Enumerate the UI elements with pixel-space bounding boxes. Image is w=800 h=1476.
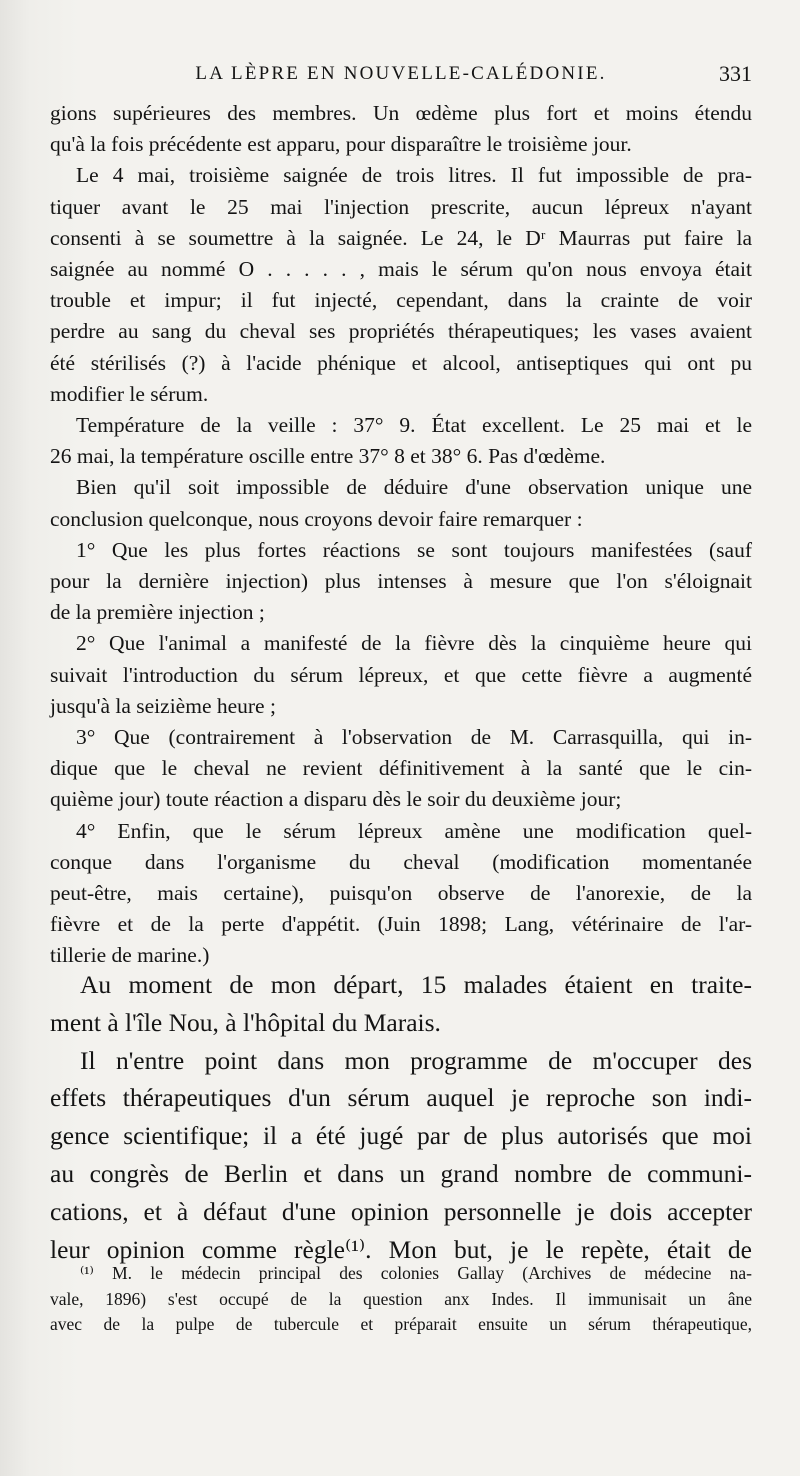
footnote <box>50 1261 752 1338</box>
text-line: fièvre et de la perte d'appétit. (Juin 1898; Lang, vétérinaire de l'ar- <box>50 912 752 937</box>
text-line: gence scientifique; il a été jugé par de plus autorisés que moi <box>50 1121 752 1151</box>
text-line: jusqu'à la seizième heure ; <box>50 693 276 718</box>
body-text-small <box>50 98 752 972</box>
page-number: 331 <box>719 61 752 86</box>
body-text-large <box>50 966 752 1268</box>
text-line: ment à l'île Nou, à l'hôpital du Marais. <box>50 1007 441 1037</box>
text-line: au congrès de Berlin et dans un grand nombre de communi- <box>50 1158 752 1188</box>
text-line: 2° Que l'animal a manifesté de la fièvre dès la cinquième heure qui <box>76 631 752 656</box>
text-line: conclusion quelconque, nous croyons devoir faire remarquer : <box>50 506 583 531</box>
footnote-line: ⁽¹⁾ M. le médecin principal des colonies Gallay (Archives de médecine na- <box>80 1263 752 1283</box>
text-line: dique que le cheval ne revient définitivement à la santé que le cin- <box>50 756 752 781</box>
text-line: conque dans l'organisme du cheval (modification momentanée <box>50 849 752 874</box>
text-line: perdre au sang du cheval ses propriétés thérapeutiques; les vases avaient <box>50 319 752 344</box>
text-line: 4° Enfin, que le sérum lépreux amène une modification quel- <box>76 818 752 843</box>
text-line: Bien qu'il soit impossible de déduire d'une observation unique une <box>76 475 752 500</box>
text-line: cations, et à défaut d'une opinion personnelle je dois accepter <box>50 1196 752 1226</box>
text-line: Au moment de mon départ, 15 malades étaient en traite- <box>80 970 752 999</box>
text-line: quième jour) toute réaction a disparu dès le soir du deuxième jour; <box>50 787 622 812</box>
text-line: suivait l'introduction du sérum lépreux, et que cette fièvre a augmenté <box>50 662 752 687</box>
text-line: Le 4 mai, troisième saignée de trois litres. Il fut impossible de pra- <box>76 163 752 188</box>
text-line: peut-être, mais certaine), puisqu'on observe de l'anorexie, de la <box>50 881 752 906</box>
text-line: tiquer avant le 25 mai l'injection prescrite, aucun lépreux n'ayant <box>50 194 752 219</box>
running-title: LA LÈPRE EN NOUVELLE-CALÉDONIE. <box>195 63 607 84</box>
text-line: effets thérapeutiques d'un sérum auquel je reproche son indi- <box>50 1083 752 1113</box>
page-header <box>50 57 752 93</box>
text-line: modifier le sérum. <box>50 381 209 406</box>
text-line: 26 mai, la température oscille entre 37° 8 et 38° 6. Pas d'œdème. <box>50 444 606 469</box>
text-line: gions supérieures des membres. Un œdème plus fort et moins étendu <box>50 101 752 125</box>
text-line: saignée au nommé O . . . . . , mais le sérum qu'on nous envoya était <box>50 257 752 282</box>
text-line: Il n'entre point dans mon programme de m'occuper des <box>80 1045 752 1075</box>
text-line: Température de la veille : 37° 9. État excellent. Le 25 mai et le <box>76 413 752 438</box>
text-line: leur opinion comme règle⁽¹⁾. Mon but, je le repète, était de <box>50 1234 752 1264</box>
text-line: tillerie de marine.) <box>50 943 210 968</box>
footnote-line: vale, 1896) s'est occupé de la question anx Indes. Il immunisait un âne <box>50 1288 752 1309</box>
text-line: été stérilisés (?) à l'acide phénique et alcool, antiseptiques qui ont pu <box>50 350 752 375</box>
footnote-line: avec de la pulpe de tubercule et préparait ensuite un sérum thérapeutique, <box>50 1314 752 1334</box>
text-line: trouble et impur; il fut injecté, cependant, dans la crainte de voir <box>50 288 752 313</box>
text-line: 1° Que les plus fortes réactions se sont toujours manifestées (sauf <box>76 537 752 562</box>
text-line: qu'à la fois précédente est apparu, pour disparaître le troisième jour. <box>50 132 632 157</box>
text-line: pour la dernière injection) plus intenses à mesure que l'on s'éloignait <box>50 569 752 594</box>
text-line: de la première injection ; <box>50 600 265 625</box>
text-line: consenti à se soumettre à la saignée. Le 24, le Dʳ Maurras put faire la <box>50 225 752 250</box>
text-line: 3° Que (contrairement à l'observation de M. Carrasquilla, qui in- <box>76 725 752 750</box>
